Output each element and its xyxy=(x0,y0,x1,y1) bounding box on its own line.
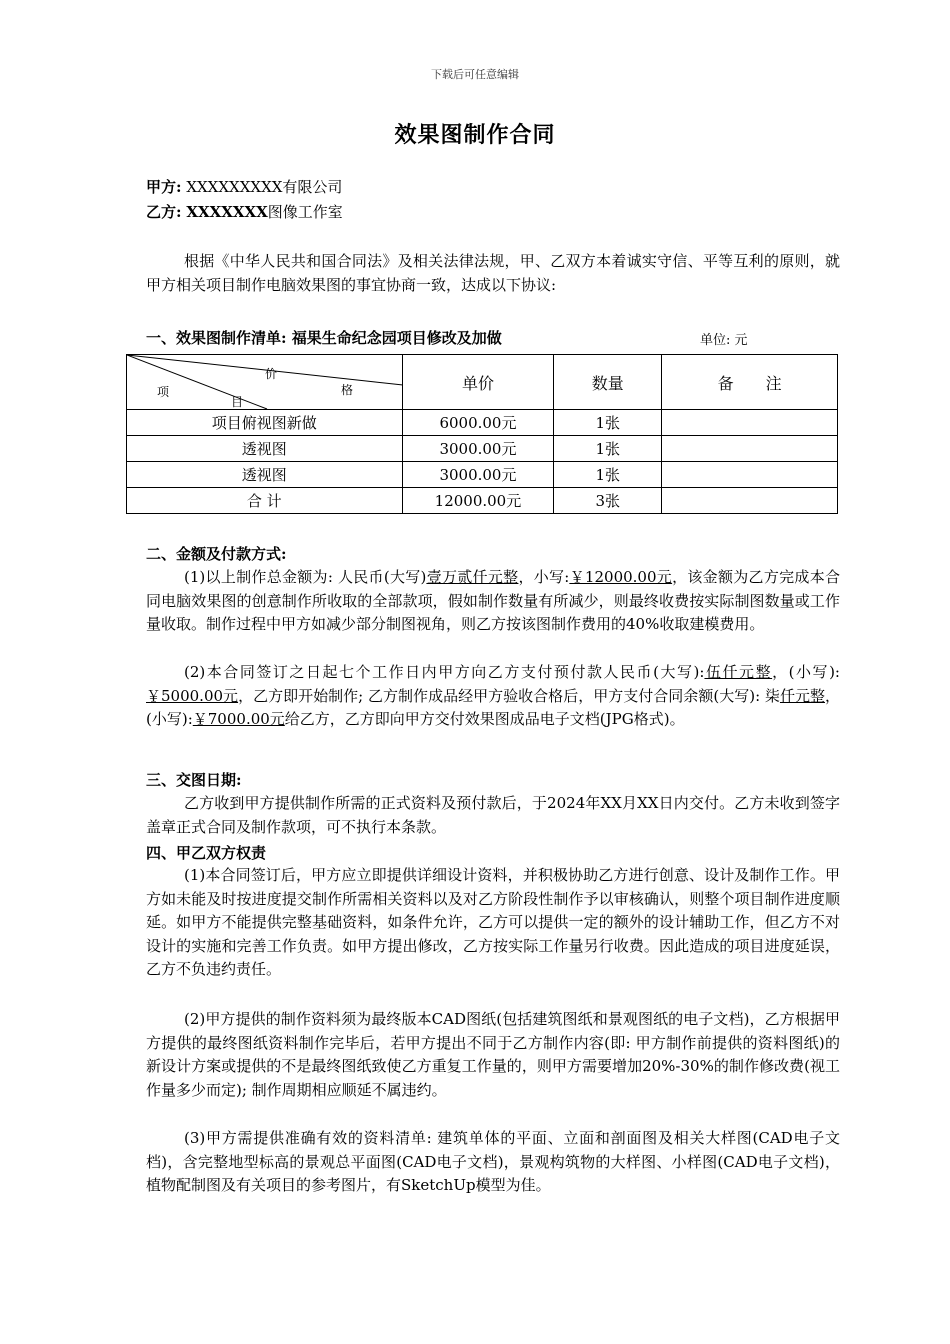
table-total-row xyxy=(127,488,838,514)
row-qty: 1张 xyxy=(554,462,662,488)
corner-label-d: 目 xyxy=(231,395,244,409)
party-a-label: 甲方: xyxy=(146,178,182,196)
table-header-row xyxy=(127,355,838,410)
row-price: 3000.00元 xyxy=(402,436,554,462)
section4-paragraph-1: (1)本合同签订后，甲方应立即提供详细设计资料，并积极协助乙方进行创意、设计及制作工作。甲方如未能及时按进度提交制作所需相关资料以及对乙方阶段性制作予以审核确认，则整个项目制作进度顺延。如甲方不能提供完整基础资料，如条件允许，乙方可以提供一定的额外的设计辅助工作，但乙方不对设计的实施和完善工作负责。如甲方提出修改，乙方按实际工作量另行收费。因此造成的项目进度延误，乙方不负违约责任。 xyxy=(146,866,840,978)
section4-heading: 四、甲乙双方权责 xyxy=(146,844,267,862)
table-row xyxy=(127,436,838,462)
items-table xyxy=(126,354,838,514)
row-qty: 1张 xyxy=(554,410,662,436)
corner-label-b: 格 xyxy=(341,383,354,397)
amount-upper-total: 壹万贰仟元整 xyxy=(426,568,519,586)
party-b-label: 乙方: xyxy=(146,203,182,221)
intro-paragraph: 根据《中华人民共和国合同法》及相关法律法规，甲、乙双方本着诚实守信、平等互利的原则，就甲方相关项目制作电脑效果图的事宜协商一致，达成以下协议: xyxy=(146,252,840,294)
total-price: 12000.00元 xyxy=(402,488,554,514)
total-label: 合 计 xyxy=(127,488,403,514)
diagonal-lines xyxy=(127,355,403,409)
unit-label: 单位: 元 xyxy=(700,333,748,348)
row-item: 透视图 xyxy=(127,436,403,462)
header-note: 备 注 xyxy=(662,355,838,410)
party-b-value: XXXXXXX xyxy=(186,203,268,221)
section2-paragraph-2: (2)本合同签订之日起七个工作日内甲方向乙方支付预付款人民币(大写):伍仟元整，(小写):￥5000.00元，乙方即开始制作; 乙方制作成品经甲方验收合格后，甲方支付合同余额(大写): 柒仟元整，(小写):￥7000.00元给乙方，乙方即向甲方交付效果图成品电子文档(JPG格式)。 xyxy=(146,663,840,728)
row-price: 3000.00元 xyxy=(402,462,554,488)
section3-heading: 三、交图日期: xyxy=(146,771,242,789)
amount-lower-total: ￥12000.00元 xyxy=(569,568,673,586)
party-b xyxy=(146,201,343,222)
row-item: 项目俯视图新做 xyxy=(127,410,403,436)
corner-label-a: 价 xyxy=(265,367,278,381)
header-price: 单价 xyxy=(402,355,554,410)
section1-heading: 一、效果图制作清单: 福果生命纪念园项目修改及加做 xyxy=(146,329,502,347)
row-note xyxy=(662,410,838,436)
table-row xyxy=(127,462,838,488)
total-qty: 3张 xyxy=(554,488,662,514)
balance-upper: 仟元整 xyxy=(779,686,825,705)
row-qty: 1张 xyxy=(554,436,662,462)
prepay-upper: 伍仟元整 xyxy=(704,663,773,681)
party-a xyxy=(146,176,342,197)
section2-paragraph-1: (1)以上制作总金额为: 人民币(大写)壹万贰仟元整，小写:￥12000.00元，该金额为乙方完成本合同电脑效果图的创意制作所收取的全部款项，假如制作数量有所减少，则最终收费按实际制图数量或工作量收取。制作过程中甲方如减少部分制图视角，则乙方按该图制作费用的40%收取建模费用。 xyxy=(146,568,840,633)
row-price: 6000.00元 xyxy=(402,410,554,436)
row-note xyxy=(662,436,838,462)
section2-heading: 二、金额及付款方式: xyxy=(146,545,287,563)
balance-lower: ￥7000.00元 xyxy=(192,710,285,728)
header-qty: 数量 xyxy=(554,355,662,410)
party-a-value: XXXXXXXXX有限公司 xyxy=(186,178,343,196)
party-b-suffix: 图像工作室 xyxy=(267,203,343,221)
section3-paragraph: 乙方收到甲方提供制作所需的正式资料及预付款后，于2024年XX月XX日内交付。乙方未收到签字盖章正式合同及制作款项，可不执行本条款。 xyxy=(146,794,840,836)
section4-paragraph-3: (3)甲方需提供准确有效的资料清单: 建筑单体的平面、立面和剖面图及相关大样图(CAD电子文档)，含完整地型标高的景观总平面图(CAD电子文档)，景观构筑物的大样图、小样图(CAD电子文档)，植物配制图及有关项目的参考图片，有SketchUp模型为佳。 xyxy=(146,1129,840,1194)
prepay-lower: ￥5000.00元 xyxy=(146,686,239,705)
table-row xyxy=(127,410,838,436)
section4-paragraph-2: (2)甲方提供的制作资料须为最终版本CAD图纸(包括建筑图纸和景观图纸的电子文档)，乙方根据甲方提供的最终图纸资料制作完毕后，若甲方提出不同于乙方制作内容(即: 甲方制作前提供的资料图纸)的新设计方案或提供的不是最终图纸致使乙方重复工作量的，则甲方需要增加20%-30%的制作修改费(视工作量多少而定); 制作周期相应顺延不属违约。 xyxy=(146,1010,840,1099)
total-note xyxy=(662,488,838,514)
document-title: 效果图制作合同 xyxy=(394,122,556,148)
corner-label-c: 项 xyxy=(157,385,170,399)
row-note xyxy=(662,462,838,488)
header-note: 下载后可任意编辑 xyxy=(431,68,519,81)
row-item: 透视图 xyxy=(127,462,403,488)
table-corner-cell xyxy=(127,355,403,410)
